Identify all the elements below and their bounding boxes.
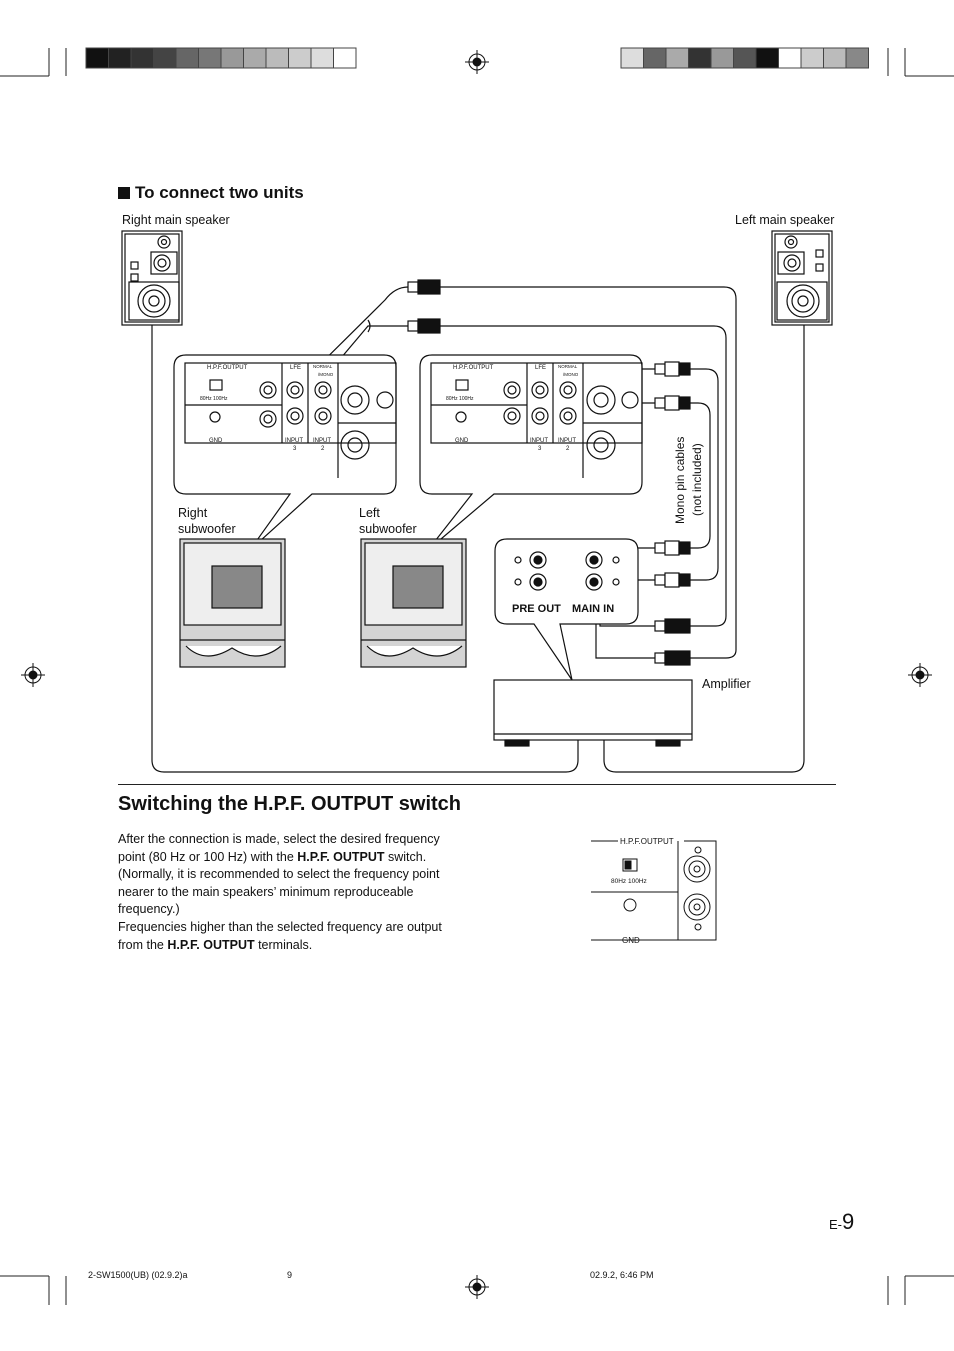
hpf-paragraph-1: After the connection is made, select the desired frequency point (80 Hz or 100 Hz) with the H.P.F. OUTPUT switch. (Normally, it is recommended to select the frequency point nearer to the main speakers’ minimum reproduceable frequency.) (118, 832, 440, 917)
hpf-description (118, 831, 463, 954)
panel-hpf-label-right: H.P.F.OUTPUT (207, 365, 248, 371)
panel-input3-label-right: INPUT (285, 438, 303, 444)
hpf-panel-freq: 80Hz 100Hz (611, 878, 647, 885)
mono-pin-cables-label: Mono pin cables (673, 436, 687, 524)
panel-mono-label-left: /MONO (563, 372, 579, 377)
left-main-speaker-label: Left main speaker (735, 213, 835, 227)
hpf-panel-title: H.P.F.OUTPUT (620, 837, 674, 846)
right-main-speaker-label: Right main speaker (122, 213, 230, 227)
page-number-value: 9 (842, 1209, 855, 1234)
footer-center: 9 (287, 1270, 293, 1280)
left-main-speaker-icon (772, 231, 832, 325)
footer-left: 2-SW1500(UB) (02.9.2)a (88, 1270, 188, 1280)
left-subwoofer-label (359, 505, 417, 537)
page-number-prefix: E- (829, 1217, 842, 1232)
left-subwoofer-label-line2: subwoofer (359, 522, 417, 536)
panel-input2-num-right: 2 (321, 446, 325, 452)
panel-input2-label-right: INPUT (313, 438, 331, 444)
panel-input2-num-left: 2 (566, 446, 570, 452)
footer-right: 02.9.2, 6:46 PM (590, 1270, 654, 1280)
panel-input3-label-left: INPUT (530, 438, 548, 444)
right-main-speaker-icon (122, 231, 182, 325)
pre-out-label: PRE OUT (512, 603, 561, 615)
panel-gnd-label-right: GND (209, 438, 223, 444)
right-subwoofer-label-line2: subwoofer (178, 522, 236, 536)
panel-freq-label-left: 80Hz 100Hz (446, 396, 474, 402)
amplifier-icon (494, 680, 692, 746)
right-subwoofer-label (178, 505, 236, 537)
panel-lfe-label-right: LFE (290, 365, 302, 371)
crosshair-bottom (465, 1275, 489, 1299)
section-divider (118, 784, 836, 785)
panel-normal-label-right: NORMAL (313, 364, 333, 369)
left-subwoofer-icon (361, 539, 466, 667)
section-title: To connect two units (135, 183, 304, 202)
panel-normal-label-left: NORMAL (558, 364, 578, 369)
right-subwoofer-label-line1: Right (178, 506, 208, 520)
main-in-label: MAIN IN (572, 603, 615, 615)
hpf-paragraph-2: Frequencies higher than the selected frequency are output from the H.P.F. OUTPUT terminals. (118, 919, 442, 952)
panel-input3-num-left: 3 (538, 446, 542, 452)
hpf-output-panel (588, 834, 720, 944)
right-subwoofer-icon (180, 539, 285, 667)
panel-hpf-label-left: H.P.F.OUTPUT (453, 365, 494, 371)
panel-mono-label-right: /MONO (318, 372, 334, 377)
not-included-label: (not included) (690, 443, 704, 516)
section-title-hpf: Switching the H.P.F. OUTPUT switch (118, 793, 461, 815)
panel-input2-label-left: INPUT (558, 438, 576, 444)
panel-gnd-label-left: GND (455, 438, 469, 444)
panel-lfe-label-left: LFE (535, 365, 547, 371)
hpf-panel-gnd: GND (622, 936, 640, 944)
left-subwoofer-label-line1: Left (359, 506, 380, 520)
page-number (829, 1209, 854, 1235)
amplifier-label: Amplifier (702, 677, 751, 691)
left-subwoofer-panel (420, 355, 642, 550)
panel-freq-label-right: 80Hz 100Hz (200, 396, 228, 402)
panel-input3-num-right: 3 (293, 446, 297, 452)
